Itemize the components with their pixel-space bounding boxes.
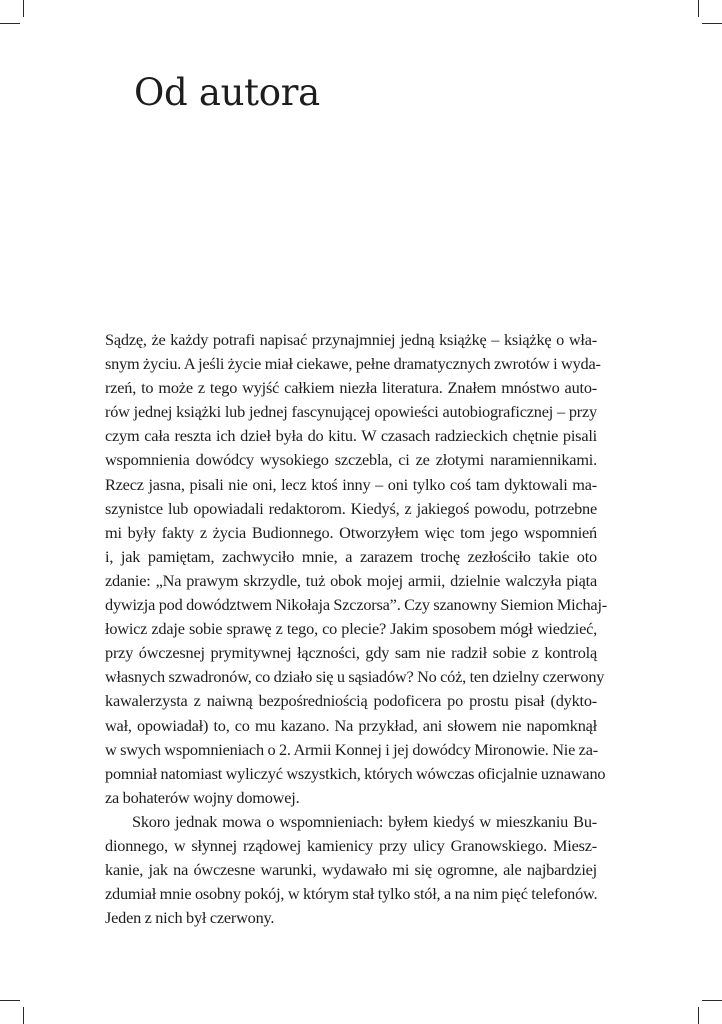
crop-mark-bottom-right-vertical: [698, 1007, 699, 1024]
text-line: mi były fakty z życia Budionnego. Otworzyłem więc tom jego wspomnień: [105, 522, 597, 542]
text-line: Rzecz jasna, pisali nie oni, lecz ktoś inny – oni tylko coś tam dyktowali ma-: [105, 474, 597, 494]
text-line: za bohaterów wojny domowej.: [105, 787, 300, 807]
crop-mark-bottom-right-horizontal: [702, 1000, 722, 1001]
text-line: w swych wspomnieniach o 2. Armii Konnej i jej dowódcy Mironowie. Nie za-: [105, 739, 598, 759]
paragraph-2: [105, 810, 597, 930]
text-line: wał, opowiadał) to, co mu kazano. Na przykład, ani słowem nie napomknął: [105, 715, 597, 735]
crop-mark-top-right-vertical: [698, 0, 699, 17]
crop-mark-bottom-left-horizontal: [0, 1000, 20, 1001]
text-line: kawalerzysta z naiwną bezpośredniością podoficera po prostu pisał (dykto-: [105, 691, 597, 711]
text-line: Jeden z nich był czerwony.: [105, 908, 275, 928]
body-text: [105, 328, 608, 930]
paragraph-1: [105, 328, 608, 810]
text-line: rów jednej książki lub jednej fascynującej opowieści autobiograficznej – przy: [105, 402, 597, 422]
text-line: zdanie: „Na prawym skrzydle, tuż obok mojej armii, dzielnie walczyła piąta: [105, 570, 597, 590]
text-line: łowicz zdaje sobie sprawę z tego, co plecie? Jakim sposobem mógł wiedzieć,: [105, 619, 597, 639]
crop-mark-top-left-vertical: [23, 0, 24, 17]
text-line: Sądzę, że każdy potrafi napisać przynajmniej jedną książkę – książkę o wła-: [105, 330, 597, 349]
text-line: snym życiu. A jeśli życie miał ciekawe, pełne dramatycznych zwrotów i wyda-: [105, 354, 601, 374]
text-line: zdumiał mnie osobny pokój, w którym stał tylko stół, a na nim pięć telefonów.: [105, 884, 598, 904]
text-line: rzeń, to może z tego wyjść całkiem niezła literatura. Znałem mnóstwo auto-: [105, 378, 597, 398]
text-line: kanie, jak na ówczesne warunki, wydawało mi się ogromne, ale najbardziej: [105, 860, 597, 880]
text-line: wspomnienia dowódcy wysokiego szczebla, ci ze złotymi naramiennikami.: [105, 450, 597, 470]
text-line: Skoro jednak mowa o wspomnieniach: byłem kiedyś w mieszkaniu Bu-: [132, 811, 597, 831]
text-line: pomniał natomiast wyliczyć wszystkich, których wówczas oficjalnie uznawano: [105, 763, 606, 783]
text-line: dywizja pod dowództwem Nikołaja Szczorsa”. Czy szanowny Siemion Michaj-: [105, 595, 608, 615]
crop-mark-top-right-horizontal: [702, 23, 722, 24]
text-line: dionnego, w słynnej rządowej kamienicy przy ulicy Granowskiego. Miesz-: [105, 835, 597, 855]
text-line: szynistce lub opowiadali redaktorom. Kiedyś, z jakiegoś powodu, potrzebne: [105, 498, 597, 518]
text-line: własnych szwadronów, co działo się u sąsiadów? No cóż, ten dzielny czerwony: [105, 667, 605, 687]
chapter-title: Od autora: [134, 71, 320, 114]
text-line: czym cała reszta ich dzieł była do kitu. W czasach radzieckich chętnie pisali: [105, 426, 597, 446]
crop-mark-top-left-horizontal: [0, 23, 20, 24]
text-line: i, jak pamiętam, zachwyciło mnie, a zarazem trochę zezłościło takie oto: [105, 546, 597, 566]
crop-mark-bottom-left-vertical: [23, 1007, 24, 1024]
text-line: przy ówczesnej prymitywnej łączności, gdy sam nie radził sobie z kontrolą: [105, 643, 597, 663]
